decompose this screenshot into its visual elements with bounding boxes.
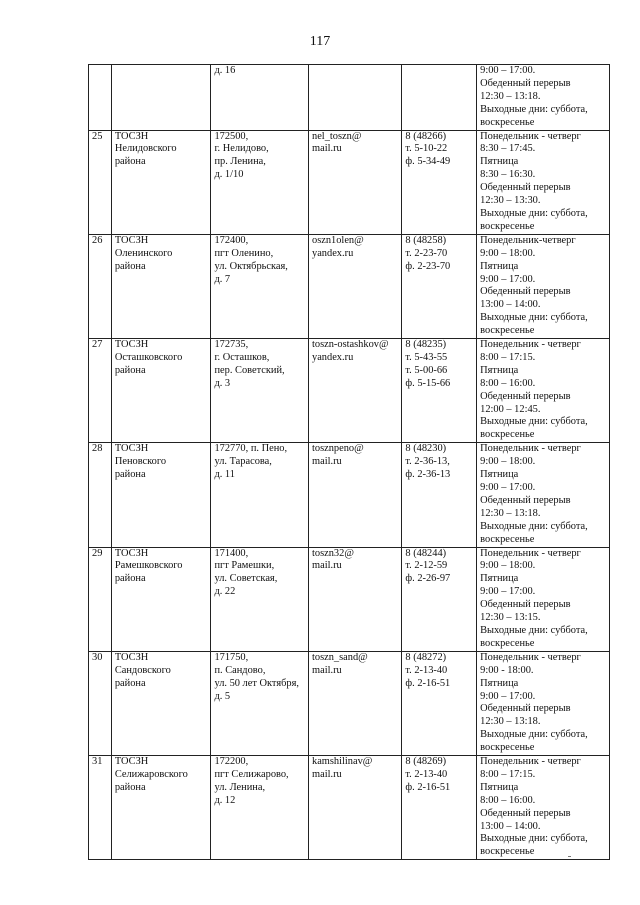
phone-line: ф. 5-15-66 [405,377,451,389]
hours-line: 9:00 – 17:00. [480,273,536,285]
cell-address [211,547,309,651]
org-line: Селижаровского [114,768,188,780]
cell-phone [402,339,477,443]
address-line: 172400, [214,234,249,246]
org-line: ТОСЗН [114,339,149,351]
cell-email [309,651,402,755]
hours-line: 9:00 – 17:00. [480,482,536,493]
phone-line: т. 2-13-40 [405,664,448,676]
table-row [89,234,610,338]
address-line: д. 3 [214,377,231,389]
org-line: Рамешковского [114,560,183,572]
org-line: Осташковского [114,351,183,363]
cell-email [309,234,402,338]
org-line: Сандовского [114,664,171,676]
hours-line: 12:30 – 13:15. [480,612,541,624]
address-line: д. 22 [214,586,236,598]
phone-line: 8 (48266) [405,130,447,142]
table-row [89,651,610,755]
email-line: mail.ru [312,768,342,780]
phone-line: ф. 2-16-51 [405,677,451,689]
hours-line: Обеденный перерыв [480,599,571,611]
hours-line: Обеденный перерыв [480,494,571,506]
address-line: 172735, [214,339,249,351]
email-line: mail.ru [312,664,342,676]
email-line: toszn_sand@ [312,651,368,663]
org-line: района [114,469,146,481]
hours-line: воскресенье [480,742,535,754]
hours-line: 8:00 – 17:15. [480,768,536,780]
hours-line: Пятница [480,469,519,481]
hours-line: воскресенье [480,220,535,232]
address-line: д. 1/10 [214,169,244,181]
cell-email [309,756,402,860]
phone-line: ф. 2-23-70 [405,260,451,272]
cell-org [111,130,211,234]
hours-line: 9:00 – 18:00. [480,456,536,468]
cell-email [309,443,402,547]
email-line: toszn32@ [312,547,354,559]
hours-line: Понедельник - четверг [480,756,581,768]
cell-org [111,234,211,338]
phone-line: т. 5-10-22 [405,143,448,155]
address-line: д. 12 [214,794,236,806]
email-line: nel_toszn@ [312,130,362,142]
cell-num [89,547,112,651]
hours-line: Понедельник - четверг [480,339,581,351]
cell-org [111,651,211,755]
table-row [89,443,610,547]
hours-line: Пятница [480,364,519,376]
phone-line: ф. 2-36-13 [405,469,451,481]
cell-org [111,65,211,131]
email-line: oszn1olen@ [312,234,364,246]
hours-line: воскресенье [480,116,535,128]
address-line: 171400, [214,547,249,559]
org-line: Пеновского [114,456,167,468]
address-line: пгт Оленино, [214,247,274,259]
hours-line: 13:00 – 14:00. [480,299,541,311]
address-line: пр. Ленина, [214,156,266,168]
address-line: ул. Тарасова, [214,456,272,468]
hours-line: Выходные дни: суббота, [480,833,588,845]
phone-line: т. 2-12-59 [405,560,448,572]
phone-line: ф. 2-16-51 [405,781,451,793]
cell-org [111,547,211,651]
cell-phone [402,443,477,547]
hours-line: Обеденный перерыв [480,77,571,89]
phone-line: т. 5-00-66 [405,364,448,376]
org-line: ТОСЗН [114,443,149,455]
address-line: пгт Рамешки, [214,560,275,572]
hours-line: 9:00 – 18:00. [480,247,536,259]
org-line: района [114,781,146,793]
org-line: Нелидовского [114,143,177,155]
address-line: д. 11 [214,469,235,481]
cell-phone [402,651,477,755]
org-line: ТОСЗН [114,651,149,663]
hours-line: воскресенье [480,846,535,858]
org-line: района [114,260,146,272]
hours-line: 12:30 – 13:18. [480,507,541,519]
address-line: 171750, [214,651,249,663]
hours-line: Обеденный перерыв [480,182,571,194]
cell-address [211,756,309,860]
email-line: mail.ru [312,560,342,572]
hours-line: воскресенье [480,637,535,649]
address-line: г. Нелидово, [214,143,269,155]
phone-line: 8 (48258) [405,234,447,246]
cell-num [89,756,112,860]
phone-line: т. 2-23-70 [405,247,448,259]
org-line: ТОСЗН [114,756,149,768]
cell-org [111,339,211,443]
cell-address [211,65,309,131]
page-number: 117 [309,34,331,49]
email-line: kamshilinav@ [312,756,373,768]
hours-line: 12:30 – 13:30. [480,195,541,207]
hours-line: воскресенье [480,325,535,337]
hours-line: Пятница [480,677,519,689]
row-number: 29 [92,547,103,559]
cell-num [89,339,112,443]
hours-line: 12:30 – 13:18. [480,716,541,728]
cell-address [211,651,309,755]
hours-line: Выходные дни: суббота, [480,416,588,428]
hours-line: Понедельник-четверг [480,234,576,246]
hours-line: Пятница [480,260,519,272]
phone-line: 8 (48235) [405,339,447,351]
hours-line: 8:00 – 16:00. [480,377,536,389]
hours-line: 9:00 – 18:00. [480,560,536,572]
table-row [89,130,610,234]
row-number: 30 [92,651,103,663]
phone-line: 8 (48272) [405,651,447,663]
cell-address [211,339,309,443]
row-number: 31 [92,756,103,768]
address-line: п. Сандово, [214,664,266,676]
hours-line: Выходные дни: суббота, [480,624,588,636]
phone-line: ф. 5-34-49 [405,156,451,168]
address-line: 172770, п. Пено, [214,443,288,455]
org-line: Оленинского [114,247,173,259]
org-line: ТОСЗН [114,234,149,246]
hours-line: Пятница [480,573,519,585]
cell-hours [477,547,610,651]
address-line: д. 5 [214,690,231,702]
email-line: yandex.ru [312,351,354,363]
cell-email [309,339,402,443]
table-row-continuation [89,65,610,131]
hours-line: 13:00 – 14:00. [480,820,541,832]
hours-line: Выходные дни: суббота, [480,103,588,115]
cell-hours [477,443,610,547]
cell-phone [402,547,477,651]
cell-hours [477,130,610,234]
cell-email [309,547,402,651]
hours-line: Понедельник - четверг [480,130,581,142]
cell-email [309,65,402,131]
hours-line: Выходные дни: суббота, [480,312,588,324]
cell-num [89,651,112,755]
hours-line: Обеденный перерыв [480,807,571,819]
table-row [89,547,610,651]
cell-hours [477,234,610,338]
cell-address [211,130,309,234]
address-line: ул. Ленина, [214,781,266,793]
hours-line: Обеденный перерыв [480,390,571,402]
org-line: района [114,677,146,689]
hours-line: Обеденный перерыв [480,703,571,715]
address-line: 172500, [214,130,249,142]
phone-line: т. 2-13-40 [405,768,448,780]
cell-phone [402,756,477,860]
contacts-table [88,64,610,860]
cell-hours [477,65,610,131]
hours-line: 9:00 – 17:00. [480,586,536,598]
cell-phone [402,65,477,131]
cell-phone [402,234,477,338]
email-line: mail.ru [312,143,342,155]
address-line: д. 7 [214,273,231,285]
hours-line: Пятница [480,156,519,168]
email-line: toszn-ostashkov@ [312,339,389,351]
cell-hours [477,651,610,755]
hours-line: 8:30 – 16:30. [480,169,536,181]
hours-line: Выходные дни: суббота, [480,729,588,741]
hours-line: Пятница [480,781,519,793]
hours-line: Выходные дни: суббота, [480,520,588,532]
hours-line: воскресенье [480,429,535,441]
cell-address [211,234,309,338]
hours-line: воскресенье [480,533,535,545]
org-line: района [114,573,146,585]
hours-line: 9:00 – 17:00. [480,690,536,702]
cell-num [89,443,112,547]
row-number: 27 [92,339,103,351]
cell-num [89,234,112,338]
phone-line: 8 (48244) [405,547,447,559]
address-line: д. 16 [214,65,236,76]
address-line: ул. Октябрьская, [214,260,288,272]
hours-line: 8:00 – 17:15. [480,351,536,363]
cell-email [309,130,402,234]
hours-line: Понедельник - четверг [480,443,581,455]
row-number: 25 [92,130,103,142]
row-number: 28 [92,443,103,455]
email-line: tosznpeno@ [312,443,364,455]
hours-line: 12:00 – 12:45. [480,403,541,415]
hours-line: 12:30 – 13:18. [480,90,541,102]
row-number: 26 [92,234,103,246]
address-line: г. Осташков, [214,351,270,363]
phone-line: 8 (48230) [405,443,447,455]
cell-num [89,65,112,131]
address-line: 172200, [214,756,249,768]
phone-line: 8 (48269) [405,756,447,768]
address-line: ул. Советская, [214,573,278,585]
cell-hours [477,339,610,443]
address-line: пгт Селижарово, [214,768,289,780]
hours-line: Выходные дни: суббота, [480,207,588,219]
cell-org [111,756,211,860]
org-line: района [114,364,146,376]
email-line: mail.ru [312,456,342,468]
phone-line: т. 2-36-13, [405,456,450,468]
table-row [89,756,610,860]
hours-line: 8:30 – 17:45. [480,143,536,155]
table-row [89,339,610,443]
hours-line: 9:00 - 18:00. [480,664,534,676]
org-line: ТОСЗН [114,130,149,142]
hours-line: Понедельник - четверг [480,651,581,663]
cell-org [111,443,211,547]
email-line: yandex.ru [312,247,354,259]
org-line: ТОСЗН [114,547,149,559]
cell-phone [402,130,477,234]
hours-line: 8:00 – 16:00. [480,794,536,806]
cell-num [89,130,112,234]
hours-line: 9:00 – 17:00. [480,65,536,76]
hours-line: Обеденный перерыв [480,286,571,298]
scan-artifact [568,856,571,857]
hours-line: Понедельник - четверг [480,547,581,559]
cell-address [211,443,309,547]
org-line: района [114,156,146,168]
cell-hours [477,756,610,860]
address-line: ул. 50 лет Октября, [214,677,299,689]
phone-line: т. 5-43-55 [405,351,448,363]
contacts-table-body [89,65,610,860]
phone-line: ф. 2-26-97 [405,573,451,585]
address-line: пер. Советский, [214,364,285,376]
